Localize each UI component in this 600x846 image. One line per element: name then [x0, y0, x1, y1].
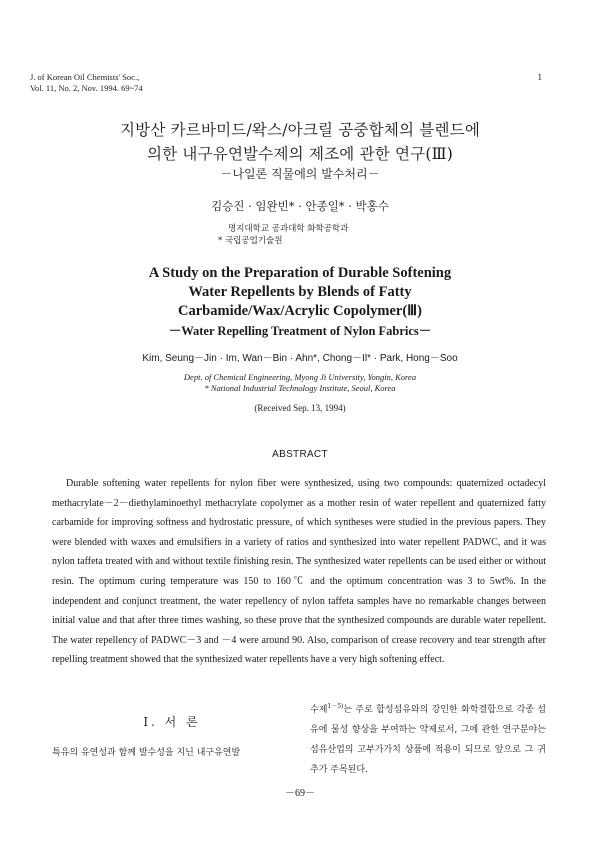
- korean-affiliation-1: 명지대학교 공과대학 화학공학과: [228, 224, 349, 234]
- english-title-line-3: Carbamide/Wax/Acrylic Copolymer(Ⅲ): [178, 303, 422, 319]
- english-affiliations: [0, 372, 600, 394]
- introduction-heading: Ⅰ. 서 론: [143, 715, 201, 729]
- english-title-line-2: Water Repellents by Blends of Fatty: [188, 284, 412, 300]
- journal-volume: Vol. 11, No. 2, Nov. 1994. 69~74: [30, 83, 143, 93]
- received-date: (Received Sep. 13, 1994): [254, 403, 346, 413]
- english-affiliation-1: Dept. of Chemical Engineering, Myong Ji University, Yongin, Korea: [183, 372, 417, 382]
- abstract-heading: ABSTRACT: [272, 449, 328, 460]
- journal-name: J. of Korean Oil Chemists' Soc.,: [30, 72, 140, 82]
- korean-subtitle: －나일론 직물에의 발수처리－: [220, 167, 380, 181]
- abstract-body: Durable softening water repellents for nylon fiber were synthesized, using two compounds: quaternized octadecyl methacrylate－2－diethylaminoethyl methacrylate copolymer as a mother resin of water repellent and quaternized fatty carbamide for improving softness and hydrostatic pressure, of which syntheses were studied in the previous papers. They were blended with waxes and emulsifiers in a variety of ratios and synthesized into water repellent PADWC, and it was nylon taffeta treated with and without textile finishing resin. The synthesized water repellents can be used either or without resin. The optimum curing temperature was 150 to 160℃ and the optimum concentration was 3 to 5wt%. In the independent and conjunct treatment, the water repellency of nylon taffeta samples have no remarkable changes between initial value and that after three times washing, so these prove that the synthesized compounds are durable water repellent. The water repellency of PADWC－3 and －4 were around 90. Also, comparison of crease recovery and tear strength after repelling treatment showed that the synthesized water repellents have a very high softening effect.: [52, 478, 546, 666]
- english-authors: Kim, Seung－Jin · Im, Wan－Bin · Ahn*, Chong－Il* · Park, Hong－Soo: [142, 353, 458, 364]
- introduction-right-column: [310, 697, 546, 780]
- english-subtitle: －Water Repelling Treatment of Nylon Fabrics－: [168, 324, 432, 338]
- english-title: [0, 264, 600, 321]
- korean-title-line-2: 의한 내구유연발수제의 제조에 관한 연구(Ⅲ): [146, 145, 454, 163]
- english-title-line-1: A Study on the Preparation of Durable Softening: [148, 265, 452, 281]
- korean-authors: 김승진 · 임완빈* · 안종일* · 박홍수: [211, 199, 389, 213]
- korean-title-line-1: 지방산 카르바미드/왁스/아크릴 공중합체의 블렌드에: [119, 121, 481, 139]
- intro-right-prefix: 수제: [310, 705, 328, 715]
- citation-superscript: 1－5): [327, 703, 344, 710]
- page-number-top: 1: [537, 72, 542, 82]
- korean-affiliations: [218, 223, 348, 247]
- korean-title: [0, 118, 600, 166]
- page-number-footer: －69－: [285, 788, 315, 799]
- intro-right-text: 는 주로 합성섬유와의 강인한 화학결합으로 각종 섬유에 물성 향상을 부여하는 약제로서, 그에 관한 연구분야는 섬유산업의 고부가가치 상품에 적용이 되므로 앞으로 그 귀추가 주목된다.: [310, 705, 546, 775]
- english-affiliation-2: * National Industrial Technology Institute, Seoul, Korea: [204, 383, 396, 393]
- korean-affiliation-2: * 국립공업기술원: [218, 236, 283, 246]
- journal-citation: [30, 72, 143, 94]
- introduction-left-column: 특유의 유연성과 함께 발수성을 지닌 내구유연발: [52, 748, 241, 758]
